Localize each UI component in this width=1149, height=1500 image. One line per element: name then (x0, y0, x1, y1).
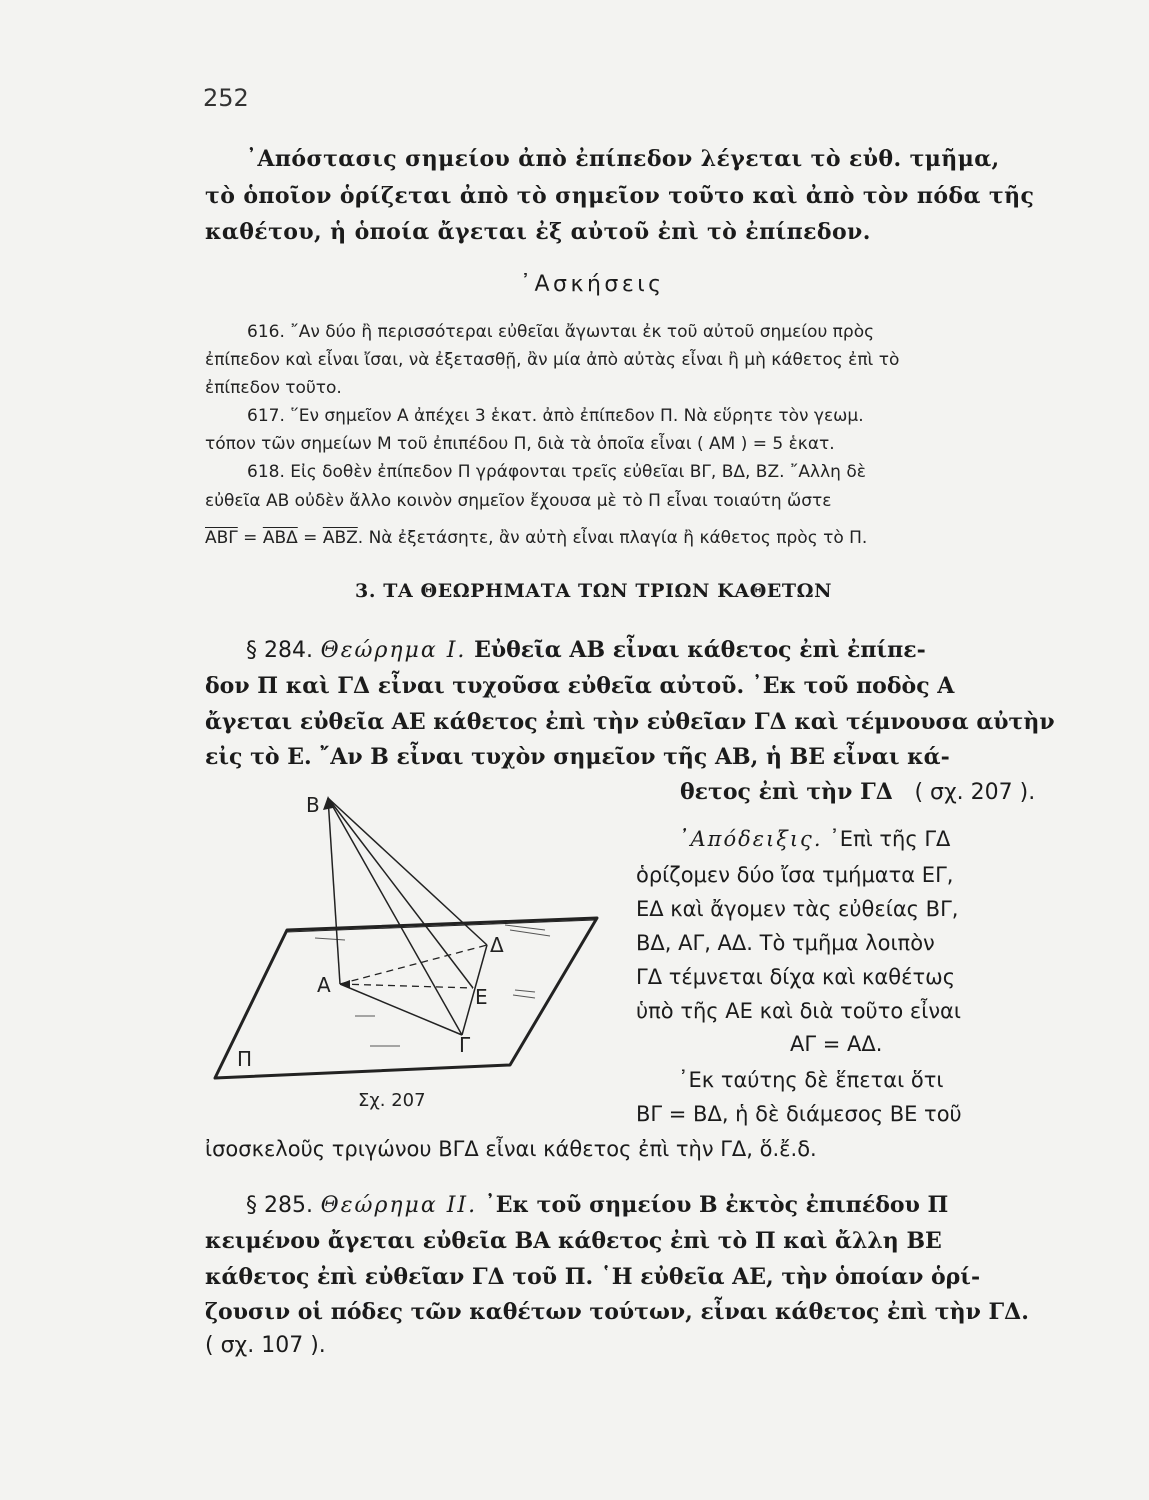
exercise-616-line-3: ἐπίπεδον τοῦτο. (205, 378, 342, 398)
theorem-1-number: § 284. (246, 638, 313, 663)
line-ae (340, 984, 473, 988)
theorem-2-line-1 (246, 1192, 948, 1218)
theorem-2-text-1: ᾿Εκ τοῦ σημείου Β ἐκτὸς ἐπιπέδου Π (484, 1192, 949, 1218)
exercise-617-line-2: τόπον τῶν σημείων Μ τοῦ ἐπιπέδου Π, διὰ τὰ ὁποῖα εἶναι ( ΑΜ ) = 5 ἑκατ. (205, 434, 835, 454)
line-ag (340, 984, 462, 1035)
line-be (328, 798, 473, 988)
proof-text-1: ᾿Επὶ τῆς ΓΔ (829, 827, 951, 851)
exercise-618-line-2: εὐθεῖα ΑΒ οὐδὲν ἄλλο κοινὸν σημεῖον ἔχουσα μὲ τὸ Π εἶναι τοιαύτη ὥστε (205, 491, 832, 511)
plane-edge (287, 920, 595, 932)
figure-reference: ( σχ. 207 ). (914, 780, 1036, 805)
exercise-618-line-3 (205, 528, 867, 548)
proof-line-6: ὑπὸ τῆς ΑΕ καὶ διὰ τοῦτο εἶναι (636, 999, 961, 1023)
label-e: Ε (475, 985, 488, 1009)
proof-line-1 (678, 827, 950, 851)
label-g: Γ (459, 1033, 471, 1057)
proof-line-8: ᾿Εκ ταύτης δὲ ἕπεται ὅτι (678, 1068, 944, 1092)
theorem-1-line-1 (246, 637, 926, 663)
angle-abz: $\overline{ABZ}$ (322, 528, 358, 548)
proof-line-3: ΕΔ καὶ ἄγομεν τὰς εὐθείας ΒΓ, (636, 897, 959, 921)
definition-line-3: καθέτου, ἡ ὁποία ἄγεται ἐξ αὐτοῦ ἐπὶ τὸ ἐπίπεδον. (205, 219, 871, 245)
theorem-1-label: Θεώρημα Ι. (320, 638, 467, 663)
theorem-2-line-4: ζουσιν οἱ πόδες τῶν καθέτων τούτων, εἶναι κάθετος ἐπὶ τὴν ΓΔ. (205, 1299, 1029, 1325)
proof-line-7: ΑΓ = ΑΔ. (790, 1032, 883, 1056)
plane-outline (215, 918, 597, 1078)
theorem-1-line-4: εἰς τὸ Ε. ῎Αν Β εἶναι τυχὸν σημεῖον τῆς ΑΒ, ἡ ΒΕ εἶναι κά- (205, 744, 950, 770)
label-b: Β (306, 793, 320, 817)
page-number: 252 (203, 84, 249, 112)
label-p: Π (237, 1047, 253, 1071)
theorem-1-text-1: Εὐθεῖα ΑΒ εἶναι κάθετος ἐπὶ ἐπίπε- (474, 637, 926, 663)
theorem-2-line-5: ( σχ. 107 ). (205, 1333, 326, 1358)
exercises-title: ᾿Ασκήσεις (520, 272, 665, 297)
theorem-1-line-5 (680, 779, 1035, 805)
exercise-617-line-1: 617. ῞Εν σημεῖον Α ἀπέχει 3 ἑκατ. ἀπὸ ἐπίπεδον Π. Νὰ εὕρητε τὸν γεωμ. (247, 406, 864, 426)
line-ba (328, 798, 340, 984)
theorem-2-number: § 285. (246, 1193, 313, 1218)
exercise-618-line-1: 618. Εἰς δοθὲν ἐπίπεδον Π γράφονται τρεῖς εὐθεῖαι ΒΓ, ΒΔ, ΒΖ. ῎Αλλη δὲ (247, 462, 866, 482)
proof-line-9: ΒΓ = ΒΔ, ἡ δὲ διάμεσος ΒΕ τοῦ (636, 1102, 962, 1126)
figure-207 (205, 780, 620, 1120)
equals-sign: = (243, 528, 258, 548)
definition-line-1: ᾿Απόστασις σημείου ἀπὸ ἐπίπεδον λέγεται τὸ εὐθ. τμῆμα, (246, 146, 1000, 172)
proof-line-4: ΒΔ, ΑΓ, ΑΔ. Τὸ τμῆμα λοιπὸν (636, 931, 935, 955)
equals-sign: = (303, 528, 318, 548)
figure-caption: Σχ. 207 (358, 1090, 426, 1111)
plane-hatching (315, 925, 550, 1046)
angle-abd: $\overline{AB\Delta}$ (262, 528, 298, 548)
angle-abg: $\overline{AB\Gamma}$ (205, 528, 238, 548)
line-bg (328, 798, 462, 1035)
theorem-1-text-5: θετος ἐπὶ τὴν ΓΔ (680, 779, 893, 805)
proof-line-2: ὁρίζομεν δύο ἴσα τμήματα ΕΓ, (636, 863, 954, 887)
exercise-616-line-2: ἐπίπεδον καὶ εἶναι ἴσαι, νὰ ἐξετασθῇ, ἂν μία ἀπὸ αὐτὰς εἶναι ἢ μὴ κάθετος ἐπὶ τὸ (205, 350, 900, 370)
exercise-616-line-1: 616. ῎Αν δύο ἢ περισσότεραι εὐθεῖαι ἄγωνται ἐκ τοῦ αὐτοῦ σημείου πρὸς (247, 322, 875, 342)
theorem-1-line-3: ἄγεται εὐθεῖα ΑΕ κάθετος ἐπὶ τὴν εὐθεῖαν ΓΔ καὶ τέμνουσα αὐτὴν (205, 709, 1055, 735)
proof-line-5: ΓΔ τέμνεται δίχα καὶ καθέτως (636, 965, 956, 989)
proof-label: ᾿Απόδειξις. (678, 827, 823, 851)
section-title: 3. ΤΑ ΘΕΩΡΗΜΑΤΑ ΤΩΝ ΤΡΙΩΝ ΚΑΘΕΤΩΝ (355, 580, 833, 602)
theorem-2-line-2: κειμένου ἄγεται εὐθεῖα ΒΑ κάθετος ἐπὶ τὸ Π καὶ ἄλλη ΒΕ (205, 1228, 942, 1254)
theorem-2-label: Θεώρημα ΙΙ. (320, 1193, 478, 1218)
theorem-1-line-2: δον Π καὶ ΓΔ εἶναι τυχοῦσα εὐθεῖα αὐτοῦ. ᾿Εκ τοῦ ποδὸς Α (205, 673, 955, 699)
line-bd (328, 798, 487, 945)
label-a: Α (317, 973, 331, 997)
exercise-618-tail: . Νὰ ἐξετάσητε, ἂν αὐτὴ εἶναι πλαγία ἢ κάθετος πρὸς τὸ Π. (357, 528, 868, 548)
label-d: Δ (490, 933, 504, 957)
definition-line-2: τὸ ὁποῖον ὁρίζεται ἀπὸ τὸ σημεῖον τοῦτο καὶ ἀπὸ τὸν πόδα τῆς (205, 183, 1035, 209)
theorem-2-line-3: κάθετος ἐπὶ εὐθεῖαν ΓΔ τοῦ Π. ῾Η εὐθεῖα ΑΕ, τὴν ὁποίαν ὁρί- (205, 1264, 981, 1290)
proof-line-10: ἰσοσκελοῦς τριγώνου ΒΓΔ εἶναι κάθετος ἐπὶ τὴν ΓΔ, ὅ.ἔ.δ. (205, 1137, 817, 1161)
